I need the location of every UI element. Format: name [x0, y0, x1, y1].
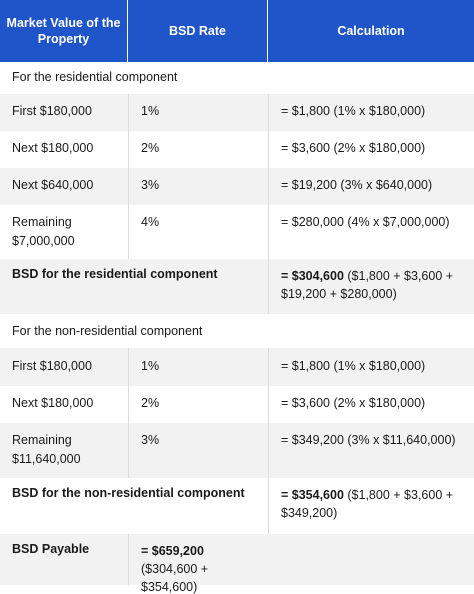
calculation-cell: = $280,000 (4% x $7,000,000) — [268, 205, 474, 259]
market-value-cell: Remaining $11,640,000 — [12, 433, 81, 466]
header-bsd-rate: BSD Rate — [128, 0, 268, 62]
total-breakdown: ($1,800 + $3,600 + $349,200) — [281, 488, 454, 520]
payable-amount: = $659,200 — [141, 544, 204, 558]
market-value-cell: Next $180,000 — [12, 396, 94, 410]
payable-empty-cell — [268, 534, 474, 585]
total-breakdown: ($1,800 + $3,600 + $19,200 + $280,000) — [281, 269, 454, 301]
section-residential — [0, 62, 474, 94]
table-row — [0, 131, 474, 168]
rate-cell: 1% — [128, 348, 268, 386]
calculation-cell: = $3,600 (2% x $180,000) — [268, 386, 474, 423]
total-label: BSD for the non-residential component — [12, 486, 245, 500]
non-residential-total-row — [0, 478, 474, 534]
payable-breakdown: ($304,600 + $354,600) — [141, 562, 209, 594]
table-row — [0, 386, 474, 423]
section-label: For the residential component — [12, 70, 178, 84]
table-row — [0, 205, 474, 259]
table-row — [0, 168, 474, 205]
calculation-cell: = $349,200 (3% x $11,640,000) — [268, 423, 474, 478]
section-label: For the non-residential component — [12, 324, 203, 338]
market-value-cell: Next $640,000 — [12, 178, 94, 192]
rate-cell: 1% — [128, 94, 268, 131]
table-row — [0, 423, 474, 478]
calculation-cell: = $19,200 (3% x $640,000) — [268, 168, 474, 205]
total-amount: = $354,600 — [281, 488, 344, 502]
calculation-cell: = $1,800 (1% x $180,000) — [268, 348, 474, 386]
payable-label: BSD Payable — [12, 542, 90, 556]
market-value-cell: Remaining $7,000,000 — [12, 215, 75, 248]
market-value-cell: First $180,000 — [12, 104, 92, 118]
calculation-cell: = $1,800 (1% x $180,000) — [268, 94, 474, 131]
rate-cell: 2% — [128, 386, 268, 423]
residential-total-row — [0, 259, 474, 314]
market-value-cell: Next $180,000 — [12, 141, 94, 155]
header-market-value: Market Value of the Property — [0, 0, 128, 62]
table-row — [0, 348, 474, 386]
market-value-cell: First $180,000 — [12, 359, 92, 373]
total-amount: = $304,600 — [281, 269, 344, 283]
table-row — [0, 94, 474, 131]
section-non-residential — [0, 314, 474, 348]
payable-calculation — [128, 534, 268, 594]
header-calculation: Calculation — [337, 24, 405, 38]
total-calculation — [268, 259, 474, 314]
rate-cell: 3% — [128, 168, 268, 205]
rate-cell: 3% — [128, 423, 268, 478]
rate-cell: 2% — [128, 131, 268, 168]
rate-cell: 4% — [128, 205, 268, 259]
bsd-payable-row — [0, 534, 474, 594]
total-label: BSD for the residential component — [12, 267, 218, 281]
calculation-cell: = $3,600 (2% x $180,000) — [268, 131, 474, 168]
table-header — [0, 0, 474, 62]
total-calculation — [268, 478, 474, 534]
